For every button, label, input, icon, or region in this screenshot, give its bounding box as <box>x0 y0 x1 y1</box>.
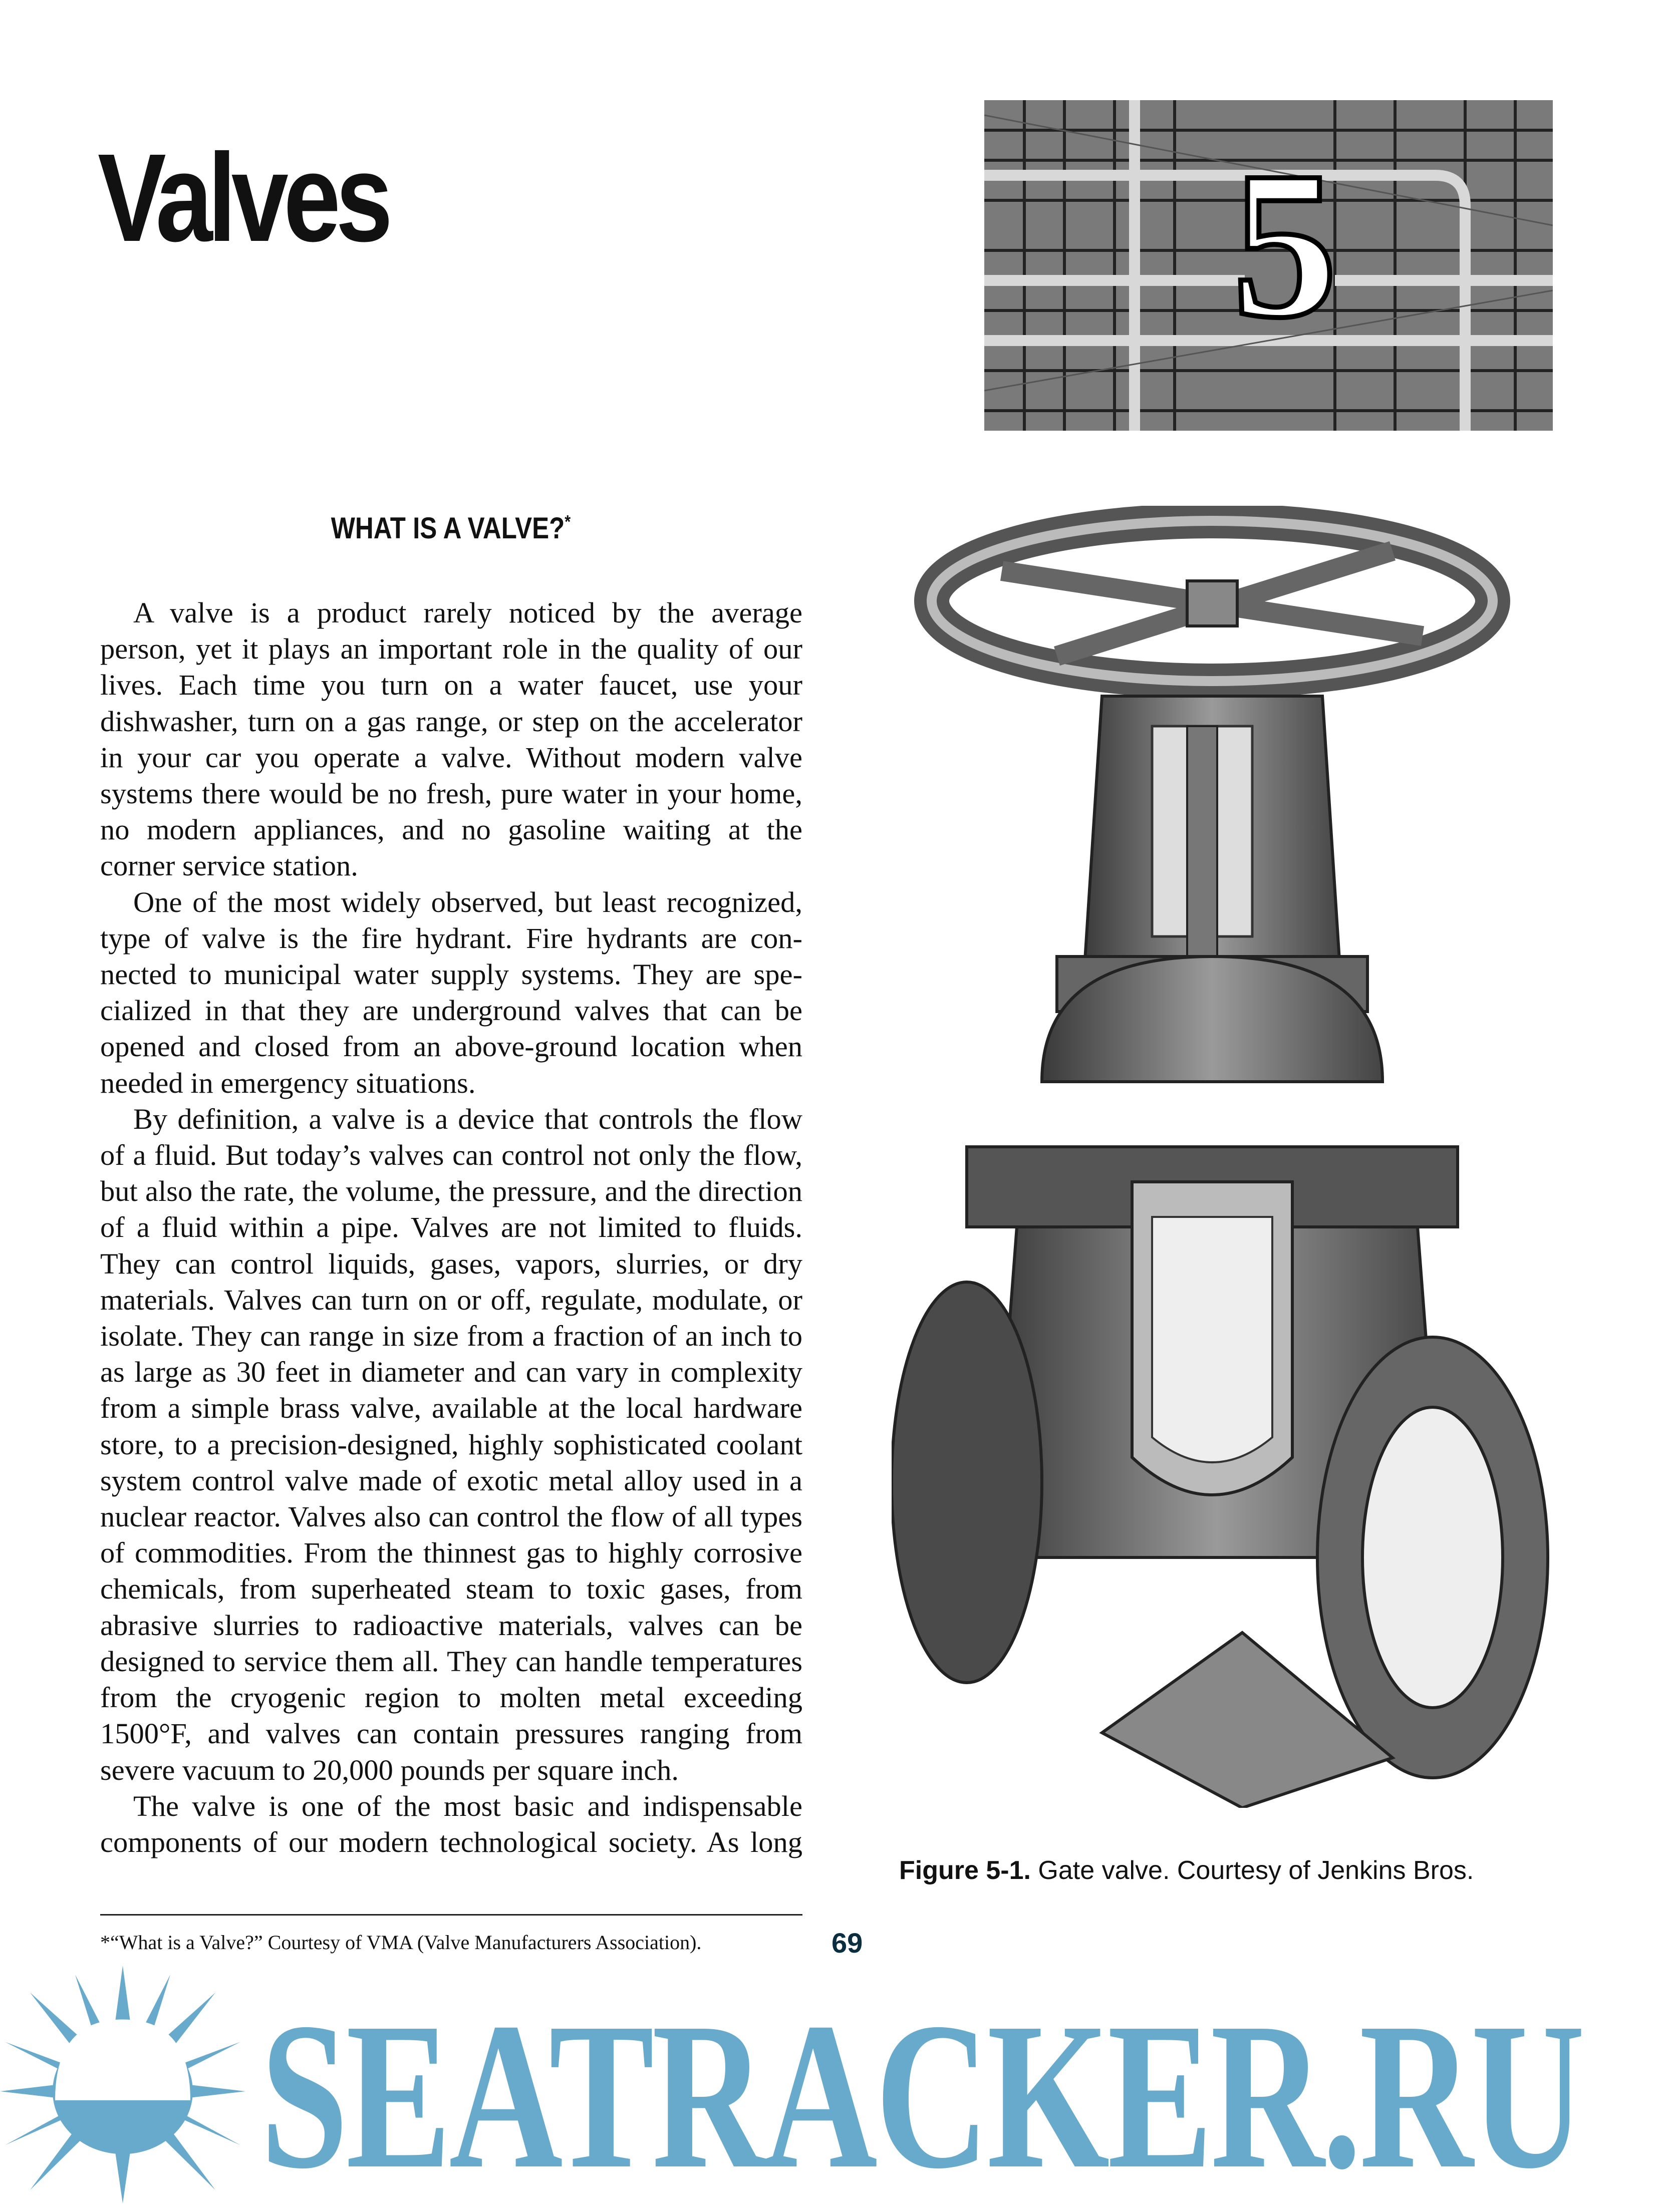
chapter-header-photo <box>984 100 1553 431</box>
footnote: *“What is a Valve?” Courtesy of VMA (Valve Manufacturers Association). <box>100 1931 702 1954</box>
watermark-text: SEATRACKER.RU <box>260 1979 1583 2212</box>
paragraph: The valve is one of the most basic and indispensable components of our modern technological society. As long <box>100 1789 802 1858</box>
section-heading-text: WHAT IS A VALVE? <box>331 511 565 545</box>
figure-label: Figure 5-1. <box>899 1856 1031 1885</box>
paragraph: A valve is a product rarely noticed by the average person, yet it plays an important role in the quality of our lives. Each time you turn on a water faucet, use your dishwasher, turn on a gas range, or step on the accelerator in your car you operate a valve. Without modern valve systems there would be no fresh, pure water in your home, no modern appliances, and no gasoline waiting at the corner service station. <box>100 596 802 882</box>
paragraph: One of the most widely observed, but least recognized, type of valve is the fire hydrant. Fire hydrants are connected to municipal water supply systems. They are specialized in that they are underground valves that can be opened and closed from an above-ground location when needed in emergency situations. <box>100 885 802 1099</box>
footnote-divider <box>100 1914 802 1916</box>
page-number: 69 <box>831 1927 863 1959</box>
figure-caption <box>899 1855 1474 1885</box>
footnote-marker: * <box>565 511 571 532</box>
section-heading <box>153 511 749 545</box>
chapter-number: 5 <box>1232 128 1337 361</box>
paragraph: By definition, a valve is a device that controls the flow of a fluid. But today’s valves can control not only the flow, but also the rate, the volume, the pressure, and the direction of a fluid within a pipe. Valves are not limited to fluids. They can control liquids, gases, vapors, slurries, or dry materials. Valves can turn on or off, regulate, modulate, or isolate. They can range in size from a fraction of an inch to as large as 30 feet in diameter and can vary in complexity from a simple brass valve, available at the local hardware store, to a precision-designed, highly sophisticated coolant system control valve made of exotic metal alloy used in a nuclear reactor. Valves also can control the flow of all types of commodities. From the thinnest gas to highly corrosive chemicals, from superheated steam to toxic gases, from abrasive slurries to radioactive materials, valves can be designed to service them all. They can handle temperatures from the cryogenic region to molten metal exceeding 1500°F, and valves can contain pressures ranging from severe vacuum to 20,000 pounds per square inch. <box>100 1102 802 1786</box>
body-text <box>100 595 802 1860</box>
gate-valve-illustration <box>892 506 1553 1808</box>
chapter-title: Valves <box>98 128 388 267</box>
figure-caption-text: Gate valve. Courtesy of Jenkins Bros. <box>1030 1856 1474 1885</box>
